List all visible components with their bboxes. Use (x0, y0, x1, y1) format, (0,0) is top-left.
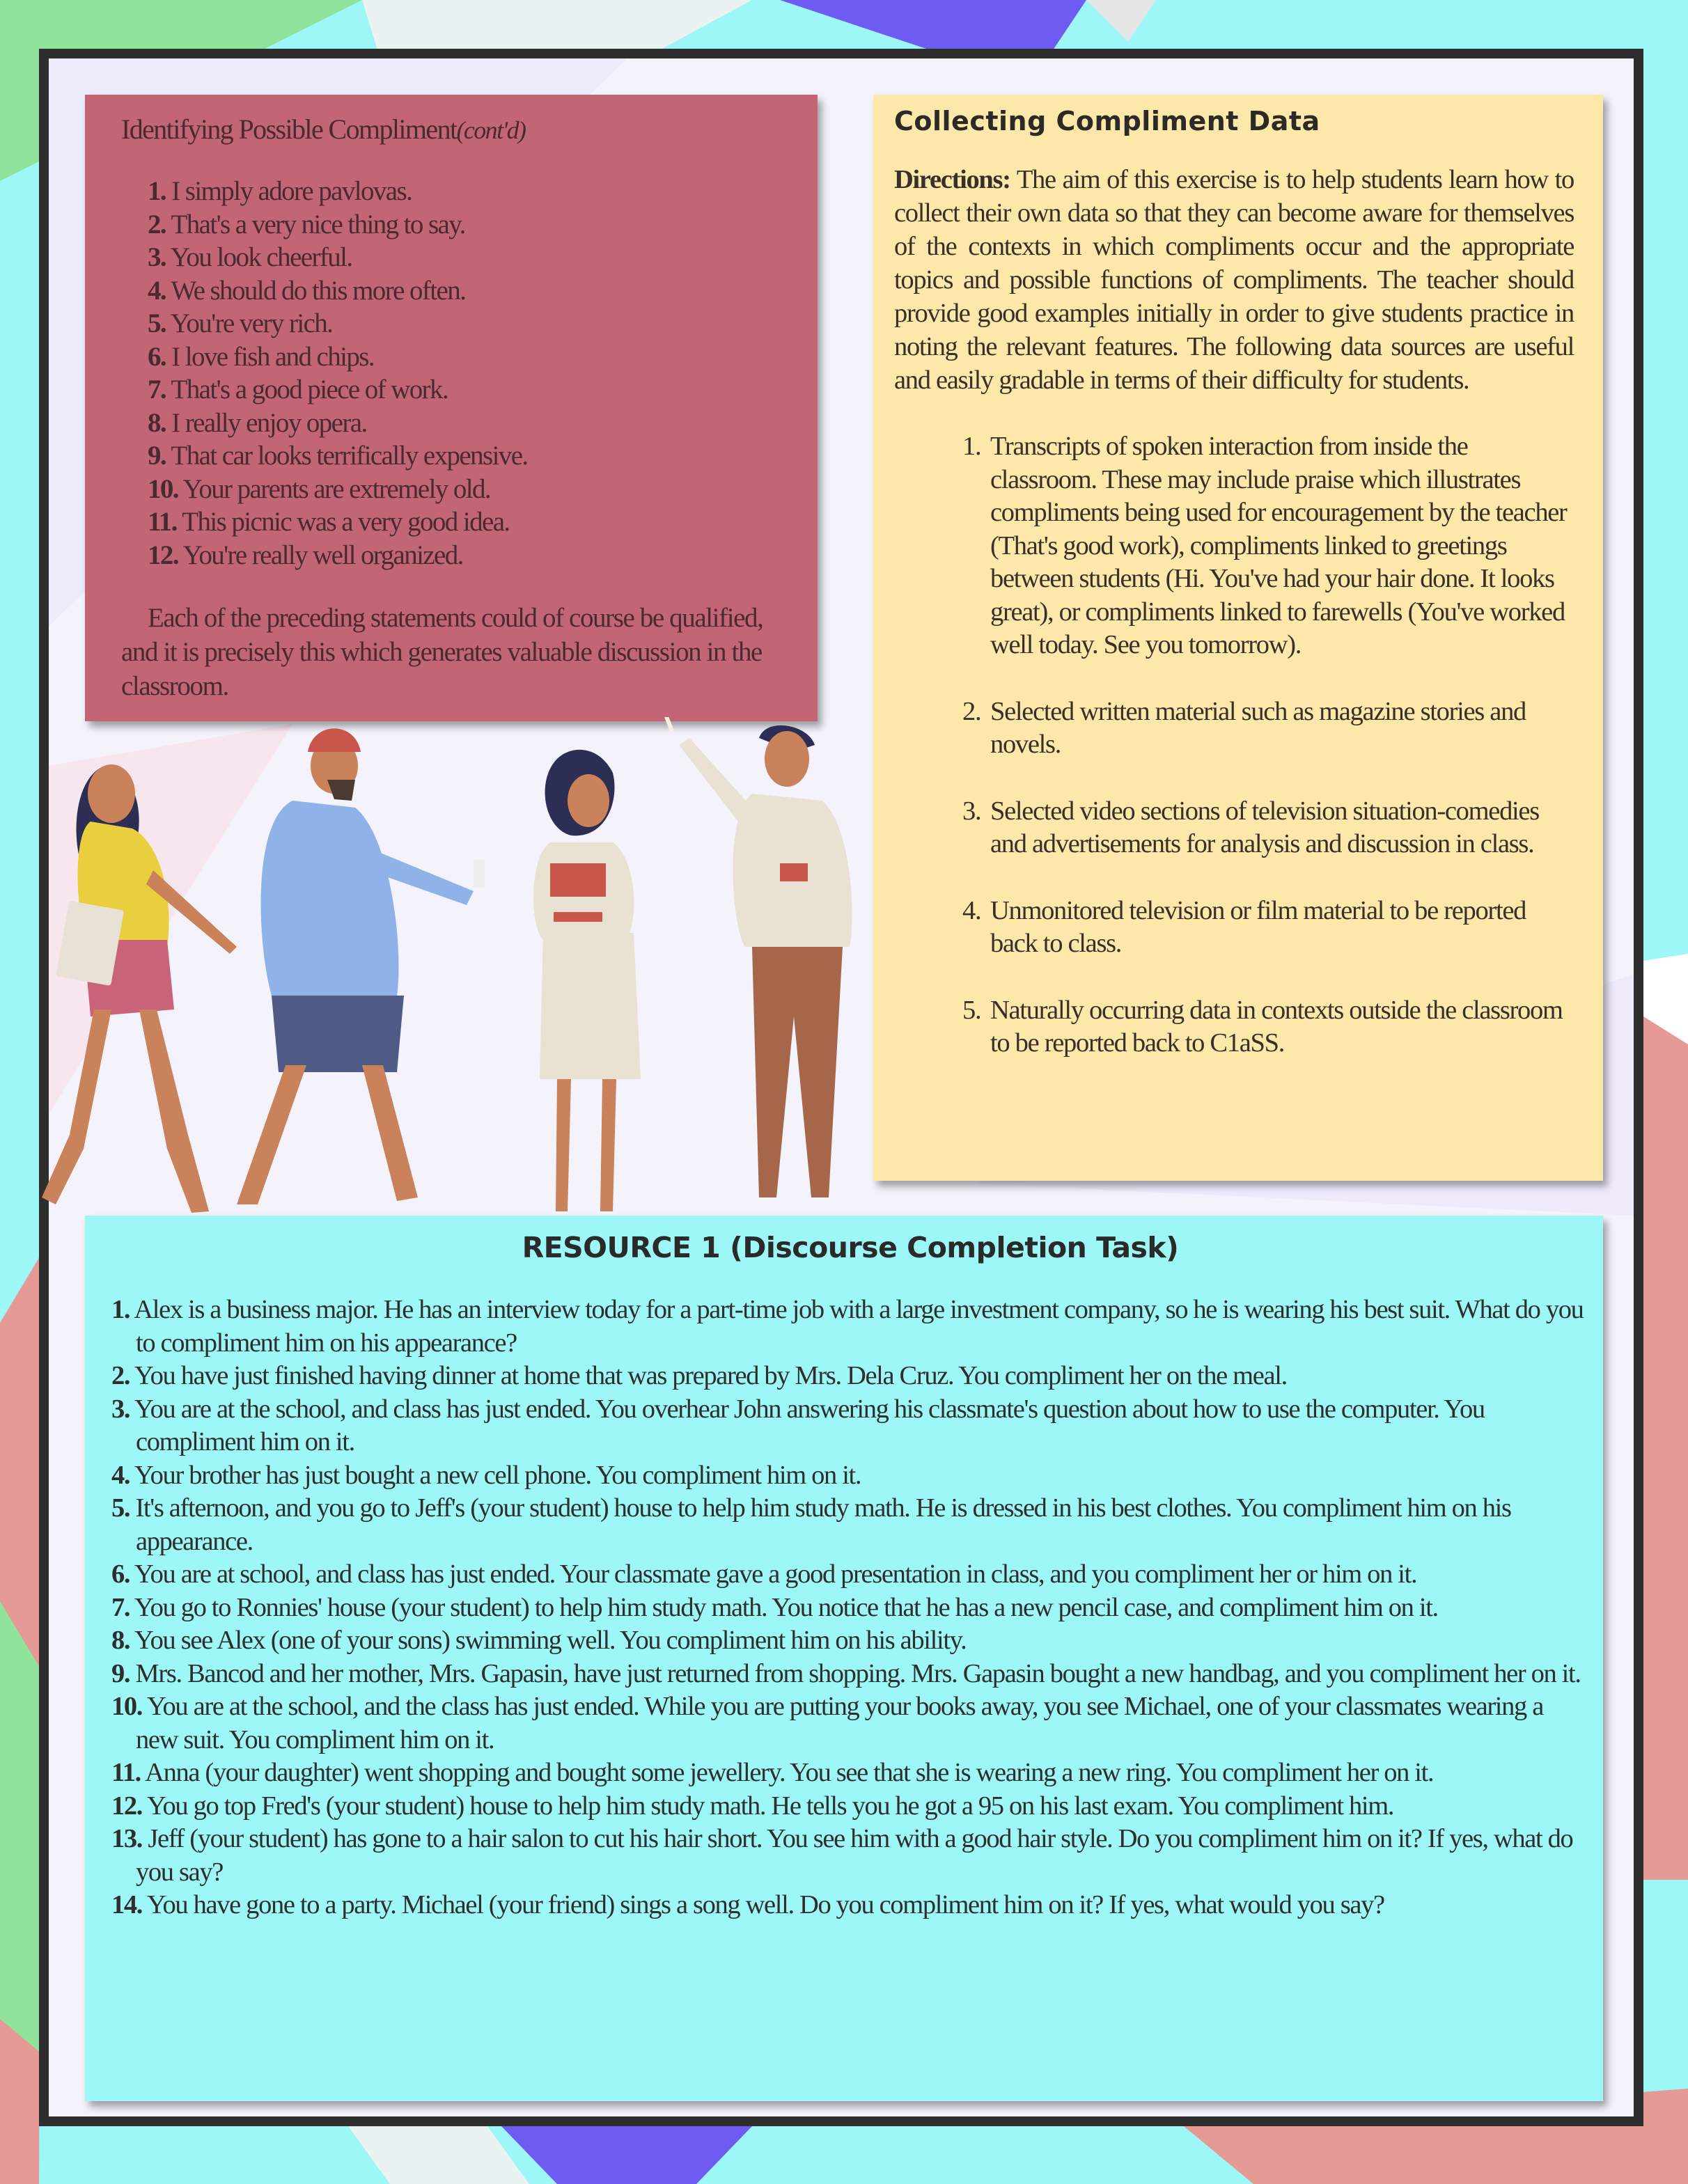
left-panel-title: Identifying Possible Compliment(cont'd) (121, 113, 526, 145)
list-item: 6. I love fish and chips. (148, 341, 375, 372)
compliment-list (121, 175, 781, 572)
left-panel-paragraph: Each of the preceding statements could of course be qualified, and it is precisely this which generates valuable discussion in the classroom. (121, 603, 763, 701)
collecting-data-panel (873, 95, 1603, 1181)
list-item: 7. You go to Ronnies' house (your student) to help him study math. You notice that he has a new pencil case, and compliment him on it. (111, 1592, 1438, 1622)
woman-yellow-figure (42, 764, 237, 1213)
list-item: 4. We should do this more often. (148, 275, 466, 306)
people-illustration (28, 717, 877, 1246)
list-item: 9. That car looks terrifically expensive. (148, 441, 528, 471)
list-item: 9. Mrs. Bancod and her mother, Mrs. Gapasin, have just returned from shopping. Mrs. Gapasin bought a new handbag, and you compliment her on it. (111, 1658, 1581, 1688)
list-item: 5. You're very rich. (148, 308, 333, 338)
list-item: 3. Selected video sections of television situation-comedies and advertisements for analysis and discussion in class. (962, 796, 1539, 858)
data-sources-list (894, 430, 1574, 1060)
list-item: 5. It's afternoon, and you go to Jeff's (your student) house to help him study math. He is dressed in his best clothes. You compliment him on his appearance. (111, 1493, 1511, 1556)
possible-compliments-panel (85, 95, 818, 721)
list-item: 13. Jeff (your student) has gone to a hair salon to cut his hair short. You see him with a good hair style. Do you compliment him on it? If yes, what do you say? (111, 1824, 1573, 1887)
list-item: 2. Selected written material such as magazine stories and novels. (962, 696, 1526, 759)
man-blue-figure (237, 728, 485, 1204)
list-item: 7. That's a good piece of work. (148, 375, 448, 404)
list-item: 11. Anna (your daughter) went shopping and bought some jewellery. You see that she is wearing a new ring. You compliment her on it. (111, 1758, 1434, 1787)
list-item: 1. Alex is a business major. He has an interview today for a part-time job with a large investment company, so he is wearing his best suit. What do you to compliment him on his appearance? (111, 1295, 1584, 1358)
list-item: 4. Unmonitored television or film material to be reported back to class. (962, 895, 1526, 958)
list-item: 11. This picnic was a very good idea. (148, 507, 510, 537)
list-item: 12. You go top Fred's (your student) house to help him study math. He tells you he got a 95 on his last exam. You compliment him. (111, 1791, 1394, 1821)
list-item: 8. I really enjoy opera. (148, 407, 367, 438)
list-item: 12. You're really well organized. (148, 540, 463, 570)
list-item: 3. You look cheerful. (148, 242, 352, 272)
list-item: 10. You are at the school, and the class has just ended. While you are putting your books away, you see Michael, one of your classmates wearing a new suit. You compliment him on it. (111, 1692, 1543, 1754)
directions-paragraph: Directions: The aim of this exercise is to help students learn how to collect their own data so that they can become aware for themselves of the contexts in which compliments occur and the appropriate topics and possible functions of compliments. The teacher should provide good examples initially in order to give students practice in noting the relevant features. The following data sources are useful and easily gradable in terms of their difficulty for students. (894, 165, 1574, 395)
list-item: 2. You have just finished having dinner at home that was prepared by Mrs. Dela Cruz. You compliment her on the meal. (111, 1361, 1287, 1390)
list-item: 5. Naturally occurring data in contexts outside the classroom to be reported back to C1aSS. (962, 995, 1563, 1058)
woman-white-figure (533, 750, 641, 1211)
list-item: 3. You are at the school, and class has just ended. You overhear John answering his classmate's question about how to use the computer. You compliment him on it. (111, 1394, 1485, 1456)
right-panel-title: Collecting Compliment Data (894, 106, 1320, 136)
list-item: 1. I simply adore pavlovas. (148, 176, 412, 206)
resource-title: RESOURCE 1 (Discourse Completion Task) (522, 1231, 1179, 1264)
list-item: 1. Transcripts of spoken interaction from inside the classroom. These may include praise which illustrates compliments being used for encouragement by the teacher (That's good work), compliments linked to greetings between students (Hi. You've had your hair done. It looks great), or compliments linked to farewells (You've worked well today. See you tomorrow). (962, 432, 1567, 659)
discourse-task-list (111, 1294, 1589, 1922)
list-item: 14. You have gone to a party. Michael (your friend) sings a song well. Do you compliment him on it? If yes, what would you say? (111, 1890, 1384, 1919)
man-pointing-figure (648, 717, 852, 1197)
list-item: 8. You see Alex (one of your sons) swimming well. You compliment him on his ability. (111, 1626, 967, 1655)
list-item: 6. You are at school, and class has just ended. Your classmate gave a good presentation in class, and you compliment her or him on it. (111, 1560, 1417, 1589)
resource-panel (85, 1216, 1603, 2101)
list-item: 10. Your parents are extremely old. (148, 473, 491, 504)
list-item: 4. Your brother has just bought a new cell phone. You compliment him on it. (111, 1460, 861, 1490)
list-item: 2. That's a very nice thing to say. (148, 209, 465, 239)
